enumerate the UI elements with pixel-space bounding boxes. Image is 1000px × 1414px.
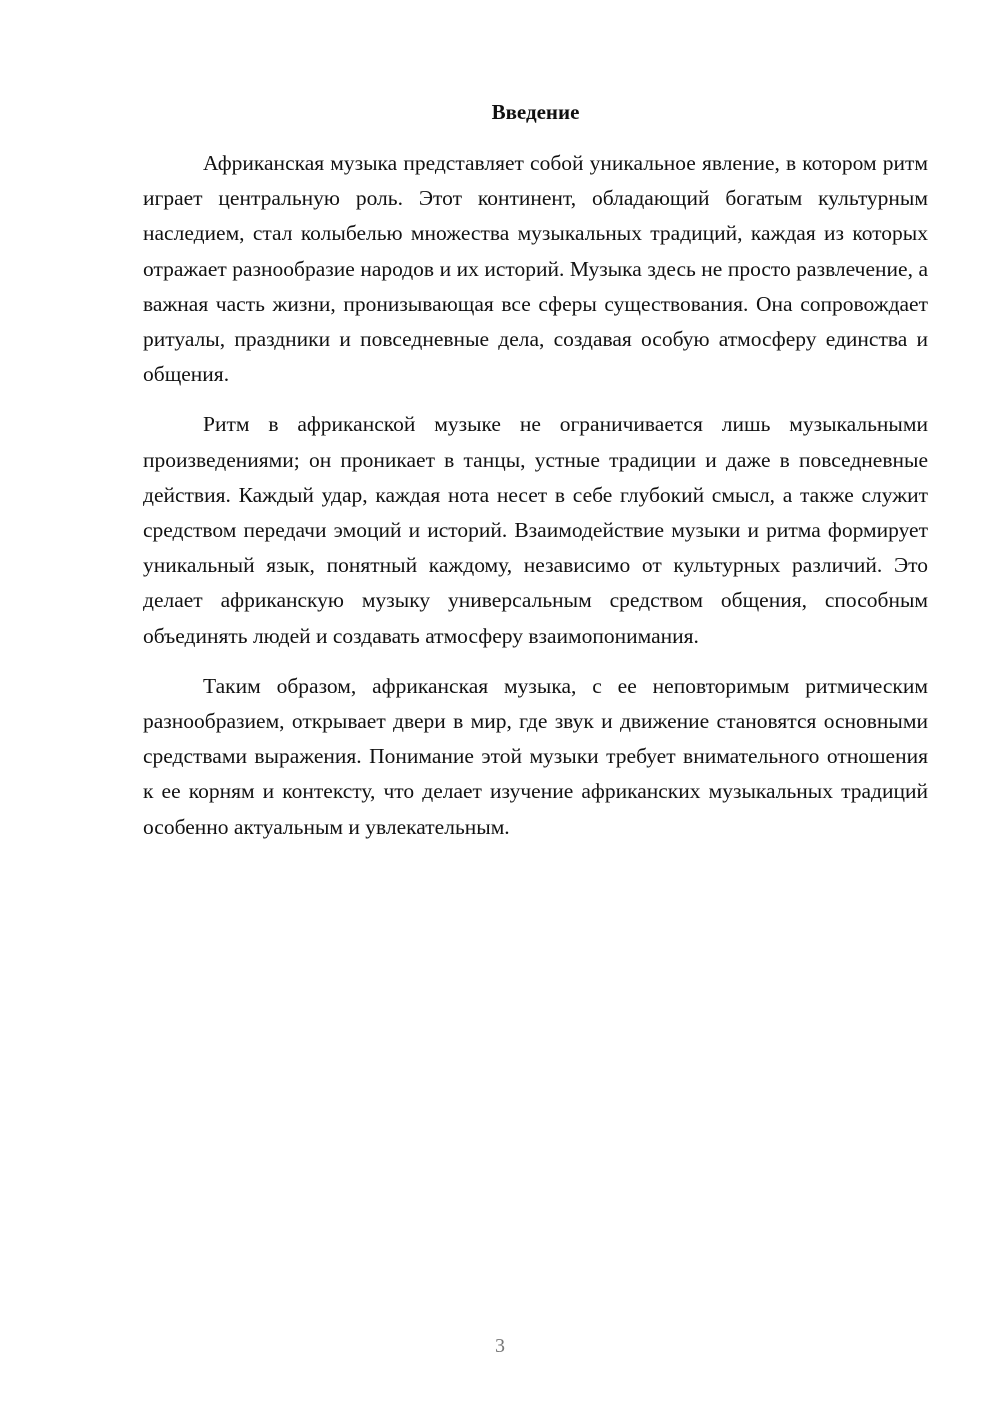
body-text	[143, 146, 928, 860]
page-number: 3	[495, 1335, 505, 1357]
paragraph-1: Африканская музыка представляет собой уникальное явление, в котором ритм играет центральную роль. Этот континент, обладающий богатым культурным наследием, стал колыбелью множества музыкальных традиций, каждая из которых отражает разнообразие народов и их историй. Музыка здесь не просто развлечение, а важная часть жизни, пронизывающая все сферы существования. Она сопровождает ритуалы, праздники и повседневные дела, создавая особую атмосферу единства и общения.	[143, 151, 928, 387]
paragraph-3: Таким образом, африканская музыка, с ее неповторимым ритмическим разнообразием, открывает двери в мир, где звук и движение становятся основными средствами выражения. Понимание этой музыки требует внимательного отношения к ее корням и контексту, что делает изучение африканских музыкальных традиций особенно актуальным и увлекательным.	[143, 673, 928, 839]
section-heading: Введение	[491, 100, 580, 124]
paragraph-2: Ритм в африканской музыке не ограничивается лишь музыкальными произведениями; он проникает в танцы, устные традиции и даже в повседневные действия. Каждый удар, каждая нота несет в себе глубокий смысл, а также служит средством передачи эмоций и историй. Взаимодействие музыки и ритма формирует уникальный язык, понятный каждому, независимо от культурных различий. Это делает африканскую музыку универсальным средством общения, способным объединять людей и создавать атмосферу взаимопонимания.	[143, 412, 928, 648]
